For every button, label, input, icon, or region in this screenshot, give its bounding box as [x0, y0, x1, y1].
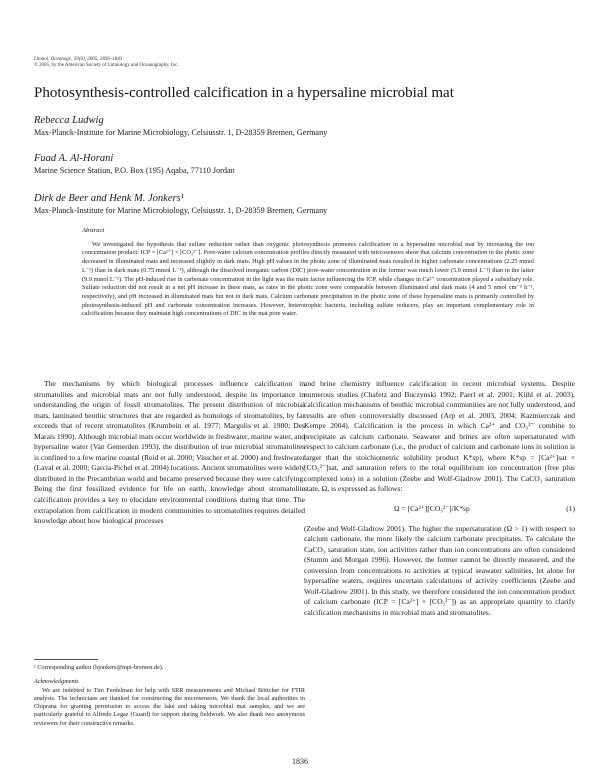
- author-2-affiliation: Marine Science Station, P.O. Box (195) Aqaba, 77110 Jordan: [34, 166, 235, 175]
- abstract-text: We investigated the hypothesis that sulfate reduction rather than oxygenic photosynthesis promotes calcification in a hypersaline microbial mat by increasing the ion concentration product: ICP = [Ca²⁺] × [CO₃²⁻]. Pore-water calcium concentration profiles directly measured with microsensors show that calcium concentration in the photic zone decreased in illuminated mats and increased slightly in dark mats. High pH values in the photic zone of illuminated mats resulted in higher carbonate concentrations (2.25 mmol L⁻¹) than in dark mats (0.75 mmol L⁻¹), although the dissolved inorganic carbon (DIC) pore-water concentration in the former was much lower (5.9 mmol L⁻¹) than in the latter (9.9 mmol L⁻¹). The pH-induced rise in carbonate concentration in the light was the main factor influencing the ICP, while changes in Ca²⁺ concentration played a subsidiary role. Sulfate reduction did not result in a net pH increase in these mats, as rates in the photic zone were comparable between illuminated and dark mats (4 and 5 nmol cm⁻³ h⁻¹, respectively), and pH increased in illuminated mats but not in dark mats. Calcium carbonate precipitation in the photic zone of these hypersaline mats is primarily controlled by photosynthesis-induced pH and carbonate concentration increases. However, heterotrophic bacteria, including sulfate reducers, play an important complementary role in calcification because they maintain high concentrations of DIC in the mat pore water.: [82, 240, 534, 318]
- equation-number: (1): [566, 504, 575, 514]
- acknowledgments-heading: Acknowledgments: [34, 678, 79, 686]
- author-1-name: Rebecca Ludwig: [34, 115, 104, 126]
- body-paragraph: (Zeebe and Wolf-Gladrow 2001). The higher the supersaturation (Ω > 1) with respect to calcium carbonate, the more likely the calcium carbonate precipitates. To calculate the CaCO₃ saturation state, ion activities rather than ion concentrations are often considered (Stumm and Morgan 1996). However, the former cannot be directly measured, and the conversion from concentrations to activities at typical seawater salinities, let alone for hypersaline waters, requires uncertain calculations of activity coefficients (Zeebe and Wolf-Gladrow 2001). In this study, we therefore considered the ion concentration product of calcium carbonate (ICP = [Ca²⁺] × [CO₃²⁻]) as an appropriate quantity to clarify calcification mechanisms in microbial mats and stromatolites.: [304, 523, 575, 617]
- body-paragraph: The mechanisms by which biological processes influence calcification in stromatolites and microbial mats are not fully understood, despite its importance in understanding the origin of fossil stromatolites. The present distribution of microbial mats, laminated benthic structures that are regarded as homologs of stromatolites, by far exceeds that of recent stromatolites (Krumbein et al. 1977; Margulis et al. 1980; Des Marais 1990). Although microbial mats occur worldwide in freshwater, marine water, and hypersaline water (Van Gemerden 1993), the distribution of true microbial stromatolites is confined to a few marine coastal (Reid et al. 2000; Visscher et al. 2000) and freshwater (Laval et al. 2000; Garcia-Pichel et al. 2004) locations. Ancient stromatolites were widely distributed in the Precambrian world and became preserved because they were calcifying. Being the first fossilized evidence for life on earth, knowledge about stromatolite calcification provides a key to elucidate environmental conditions during that time. The extrapolation from calcification in modern communities to stromatolites requires detailed knowledge about how biological processes: [34, 379, 306, 526]
- footnotes: [34, 664, 305, 728]
- page-number: 1836: [292, 757, 308, 766]
- author-3-name: Dirk de Beer and Henk M. Jonkers¹: [34, 193, 184, 204]
- abstract-heading: Abstract: [82, 227, 105, 234]
- author-1-affiliation: Max-Planck-Institute for Marine Microbiology, Celsiusstr. 1, D-28359 Bremen, Germany: [34, 128, 328, 137]
- footnote-divider: [34, 659, 98, 660]
- body-right-column: [304, 379, 575, 618]
- corresponding-author-footnote: ¹ Corresponding author (hjonkers@mpi-bremen.de).: [34, 664, 164, 671]
- equation-1: [304, 504, 575, 515]
- equation-expression: Ω = [Ca²⁺][CO₃²⁻]/K*sp: [394, 504, 470, 514]
- body-paragraph: and brine chemistry influence calcification in recent microbial systems. Despite numerous studies (Chafetz and Buczynski 1992; Paerl et al. 2001; Kühl et al. 2003), calcification mechanisms of benthic microbial communities are not fully understood, and results are often controversially discussed (Arp et al. 2003, 2004; Kazmierczak and Kempe 2004). Calcification is the process in which Ca²⁺ and CO₃²⁻ combine to precipitate as calcium carbonate. Seawater and brines are often supersaturated with respect to calcium carbonate (i.e., the product of calcium and carbonate ions in solution is larger than the stoichiometric solubility product K*sp), where K*sp = [Ca²⁺]sat × [CO₃²⁻]sat, and saturation refers to the total equilibrium ion concentration (free plus complexed ions) in a solution (Zeebe and Wolf-Gladrow 2001). The CaCO₃ saturation state, Ω, is expressed as follows:: [304, 379, 575, 494]
- journal-citation: Limnol. Oceanogr., 50(6), 2005, 1836–1843: [34, 57, 123, 62]
- author-2-name: Fuad A. Al-Horani: [34, 153, 114, 164]
- journal-copyright: © 2005, by the American Society of Limnology and Oceanography, Inc.: [34, 63, 179, 68]
- abstract: [82, 227, 534, 319]
- paper-title: Photosynthesis-controlled calcification in a hypersaline microbial mat: [34, 85, 454, 101]
- body-left-column: [34, 379, 305, 527]
- author-3-affiliation: Max-Planck-Institute for Marine Microbiology, Celsiusstr. 1, D-28359 Bremen, Germany: [34, 206, 328, 215]
- acknowledgments-text: We are indebted to Tim Ferdelman for help with SRR measurements and Michael Böttcher for FTIR analysis. The technicians are thanked for constructing the microsensors. We thank the local authorities in Chiprana for granting permission to access the lake and taking microbial mat samples, and we are particularly grateful to Alfredo Legaz (Guard) for support during fieldwork. We also thank two anonymous reviewers for their constructive remarks.: [34, 687, 305, 727]
- journal-header: [34, 57, 178, 69]
